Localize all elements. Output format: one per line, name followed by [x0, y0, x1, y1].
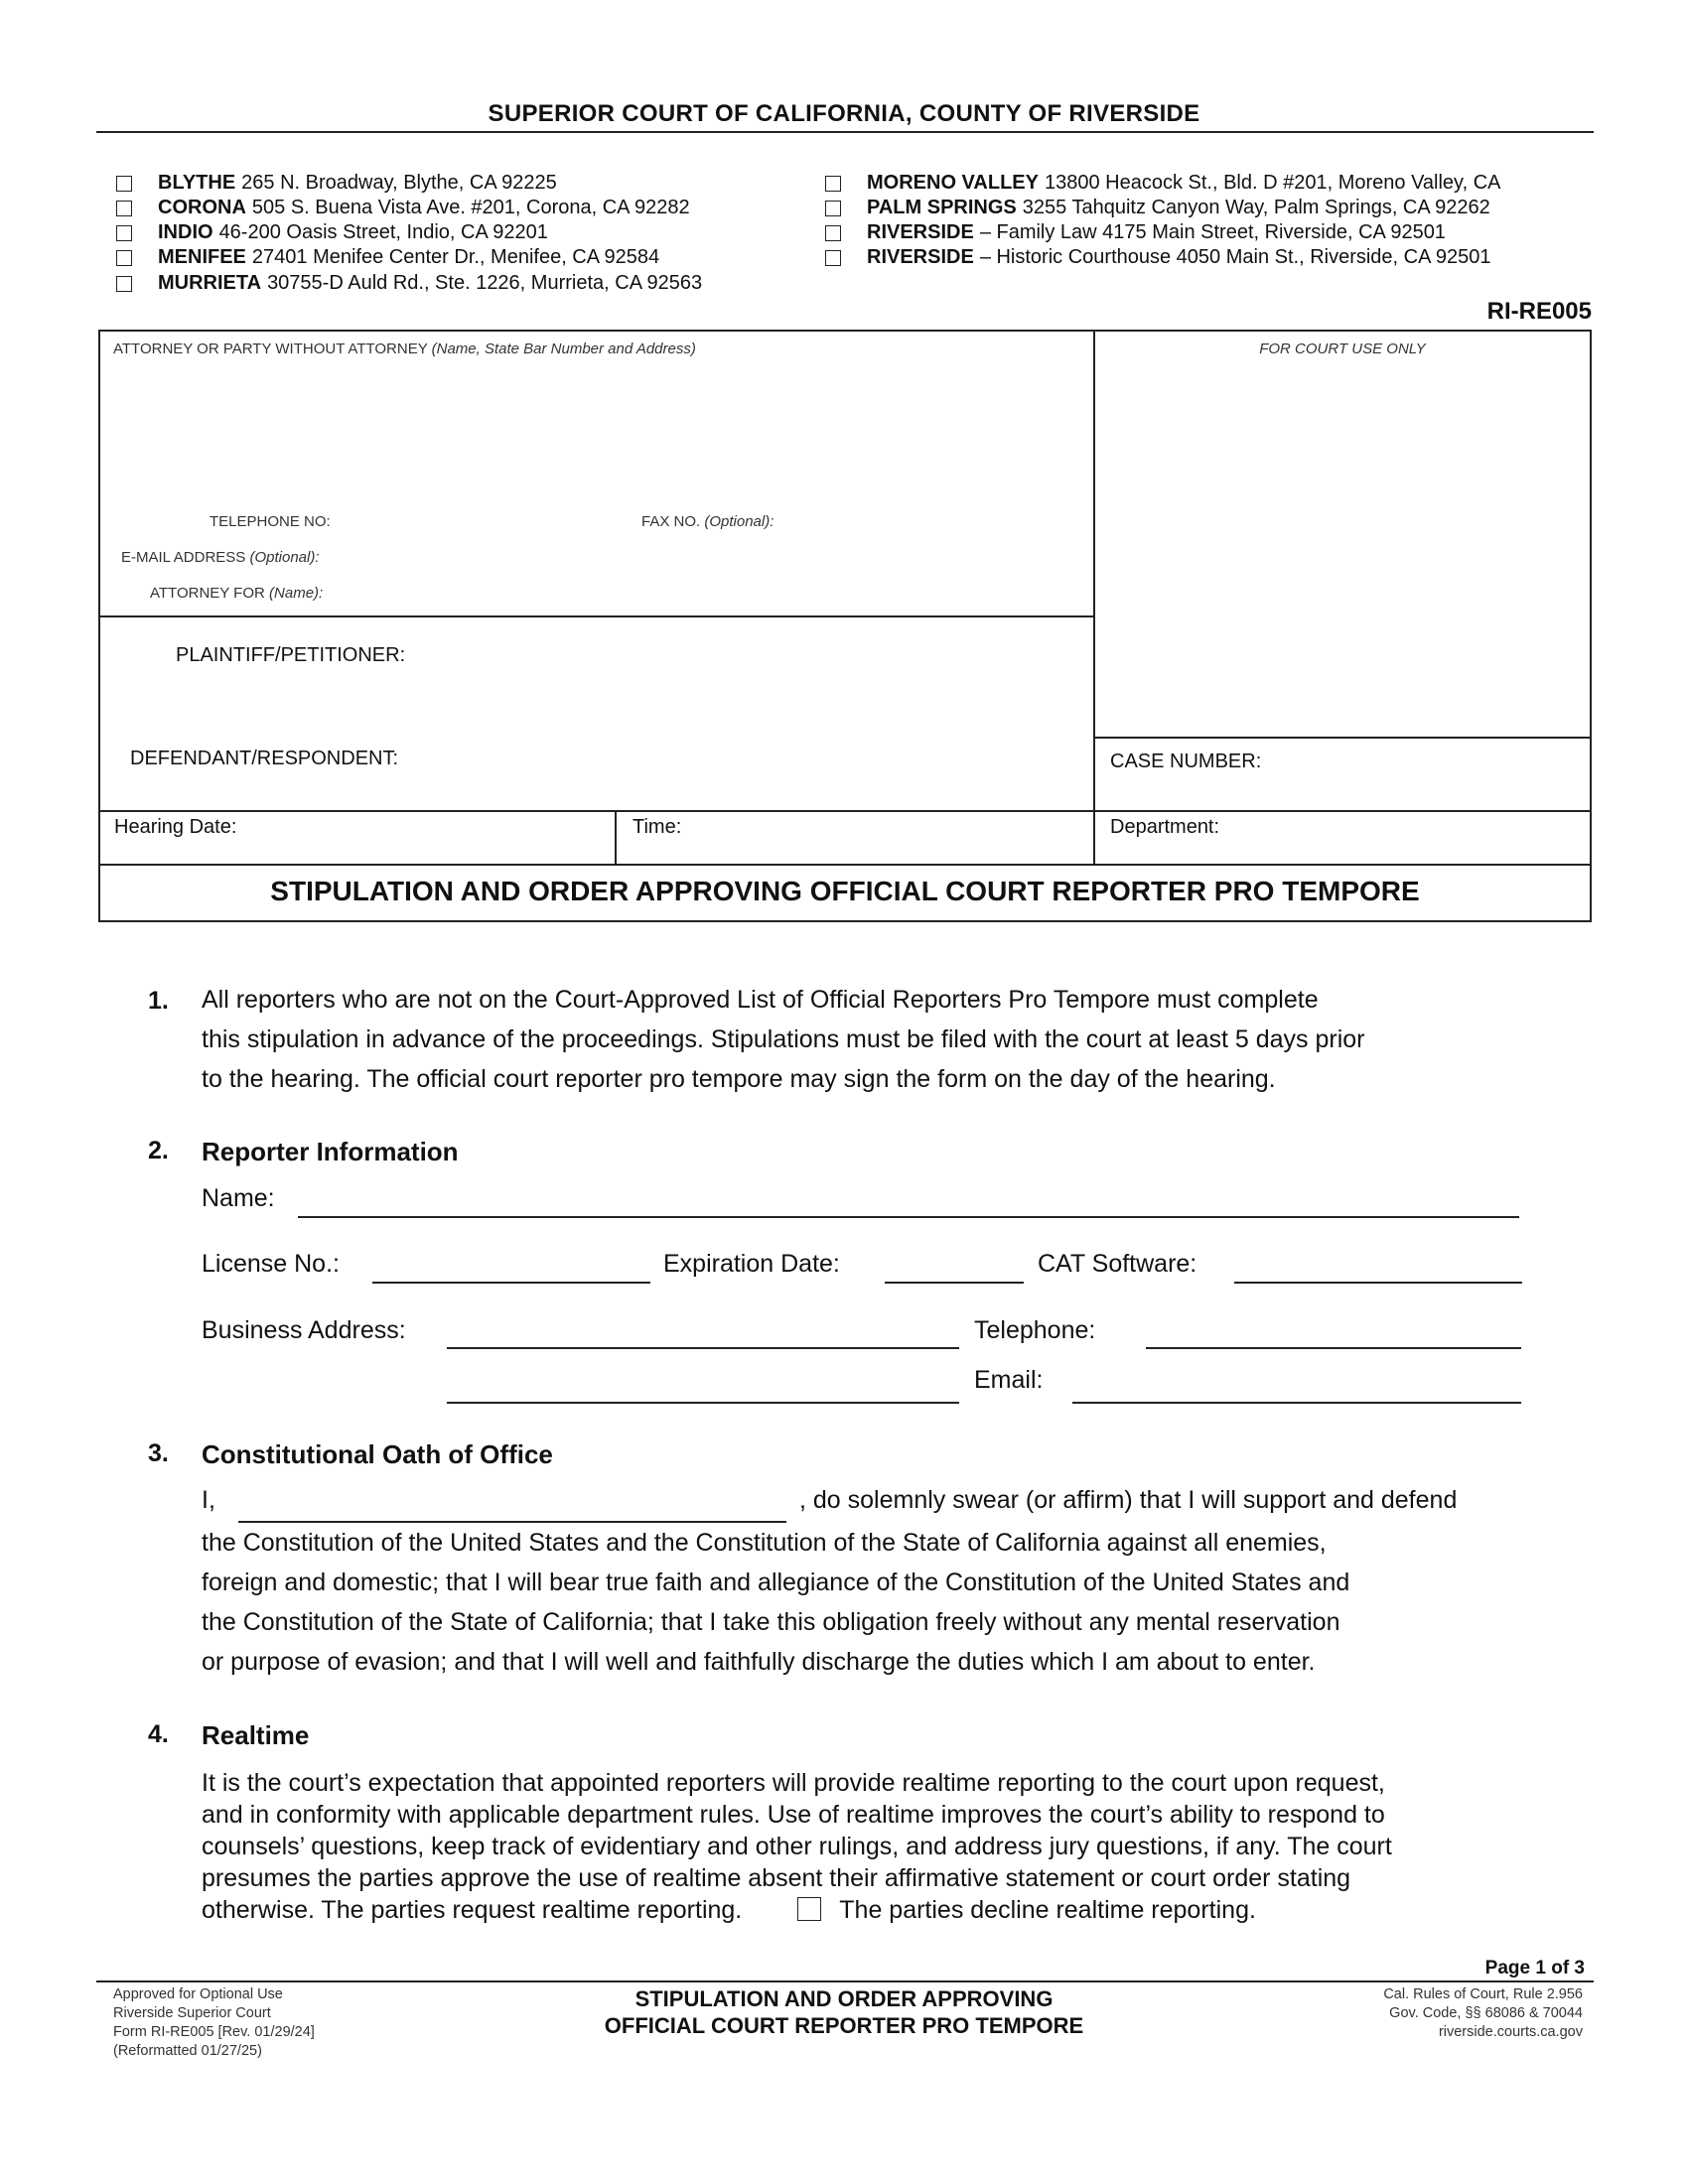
email-label[interactable]: E-MAIL ADDRESS (Optional):: [121, 549, 320, 566]
decline-realtime-label: The parties decline realtime reporting.: [839, 1896, 1256, 1924]
email-field[interactable]: [1072, 1402, 1521, 1404]
location-option[interactable]: [825, 172, 1500, 195]
location-address: 27401 Menifee Center Dr., Menifee, CA 92584: [251, 246, 660, 268]
location-checkbox[interactable]: [825, 225, 841, 241]
footer-left: Approved for Optional Use Riverside Superior Court Form RI-RE005 [Rev. 01/29/24] (Reformatted 01/27/25): [113, 1986, 315, 2059]
telephone-field[interactable]: [1146, 1347, 1521, 1349]
location-address: 3255 Tahquitz Canyon Way, Palm Springs, CA 92262: [1022, 197, 1490, 218]
caption-box: [98, 330, 1592, 922]
caption-divider: [98, 810, 1592, 812]
footer-rule: [96, 1980, 1594, 1982]
name-label: Name:: [202, 1184, 275, 1212]
form-id: RI-RE005: [1486, 298, 1592, 325]
realtime-request-text: otherwise. The parties request realtime reporting.: [202, 1896, 743, 1924]
location-name: MURRIETA: [158, 272, 262, 294]
court-title: SUPERIOR COURT OF CALIFORNIA, COUNTY OF RIVERSIDE: [488, 100, 1200, 127]
location-option[interactable]: [825, 246, 1491, 269]
location-address: – Historic Courthouse 4050 Main St., Riverside, CA 92501: [979, 246, 1491, 268]
location-option[interactable]: [116, 272, 702, 295]
cat-software-label: CAT Software:: [1038, 1250, 1197, 1278]
location-name: RIVERSIDE: [867, 246, 974, 268]
business-address-field[interactable]: [447, 1347, 959, 1349]
location-option[interactable]: [825, 197, 1490, 219]
oath-first-line: , do solemnly swear (or affirm) that I will support and defend: [799, 1486, 1458, 1514]
location-checkbox[interactable]: [116, 176, 132, 192]
location-checkbox[interactable]: [116, 225, 132, 241]
location-name: CORONA: [158, 197, 246, 218]
location-name: PALM SPRINGS: [867, 197, 1017, 218]
reporter-info-heading: Reporter Information: [202, 1137, 459, 1166]
fax-label[interactable]: FAX NO. (Optional):: [641, 513, 774, 530]
location-name: INDIO: [158, 221, 213, 243]
header-rule: [96, 131, 1594, 133]
telephone-label: Telephone:: [974, 1316, 1096, 1344]
time-label[interactable]: Time:: [633, 816, 682, 838]
decline-realtime-checkbox[interactable]: [797, 1897, 821, 1921]
section-1-text: All reporters who are not on the Court-Approved List of Official Reporters Pro Tempore must complete this stipulation in advance of the proceedings. Stipulations must be filed with the court at least 5 days prior to the hearing. The official court reporter pro tempore may sign the form on the day of the hearing.: [202, 986, 1365, 1093]
cat-software-field[interactable]: [1234, 1282, 1522, 1284]
oath-text: the Constitution of the United States and the Constitution of the State of California against all enemies, foreign and domestic; that I will bear true faith and allegiance of the Constitution of the United States and the Constitution of the State of California; that I take this obligation freely without any mental reservation or purpose of evasion; and that I will well and faithfully discharge the duties which I am about to enter.: [202, 1529, 1350, 1676]
location-name: BLYTHE: [158, 172, 236, 194]
department-label[interactable]: Department:: [1110, 816, 1220, 838]
location-address: – Family Law 4175 Main Street, Riverside, CA 92501: [979, 221, 1446, 243]
section-number: 3.: [148, 1439, 169, 1467]
document-title: STIPULATION AND ORDER APPROVING OFFICIAL COURT REPORTER PRO TEMPORE: [270, 876, 1420, 906]
attorney-for-label[interactable]: ATTORNEY FOR (Name):: [150, 585, 324, 602]
location-checkbox[interactable]: [116, 250, 132, 266]
license-label: License No.:: [202, 1250, 340, 1278]
location-name: RIVERSIDE: [867, 221, 974, 243]
caption-divider: [98, 615, 1095, 617]
location-checkbox[interactable]: [116, 201, 132, 216]
location-address: 265 N. Broadway, Blythe, CA 92225: [241, 172, 557, 194]
case-number-label[interactable]: CASE NUMBER:: [1110, 751, 1262, 772]
location-address: 13800 Heacock St., Bld. D #201, Moreno Valley, CA: [1044, 172, 1501, 194]
business-address-label: Business Address:: [202, 1316, 406, 1344]
court-use-label: FOR COURT USE ONLY: [1259, 341, 1426, 357]
location-option[interactable]: [116, 172, 557, 195]
location-checkbox[interactable]: [116, 276, 132, 292]
location-address: 505 S. Buena Vista Ave. #201, Corona, CA 92282: [251, 197, 690, 218]
section-number: 4.: [148, 1720, 169, 1748]
location-name: MORENO VALLEY: [867, 172, 1039, 194]
caption-divider: [1093, 330, 1095, 866]
footer-title: STIPULATION AND ORDER APPROVING OFFICIAL COURT REPORTER PRO TEMPORE: [604, 1986, 1084, 2038]
location-option[interactable]: [825, 221, 1446, 244]
location-checkbox[interactable]: [825, 201, 841, 216]
license-field[interactable]: [372, 1282, 650, 1284]
caption-divider: [1093, 737, 1592, 739]
expiration-field[interactable]: [885, 1282, 1024, 1284]
location-address: 30755-D Auld Rd., Ste. 1226, Murrieta, CA 92563: [267, 272, 703, 294]
location-option[interactable]: [116, 246, 659, 269]
location-name: MENIFEE: [158, 246, 246, 268]
caption-divider: [615, 810, 617, 866]
business-address-field-2[interactable]: [447, 1402, 959, 1404]
caption-divider: [98, 864, 1592, 866]
defendant-label[interactable]: DEFENDANT/RESPONDENT:: [130, 748, 399, 769]
attorney-label: ATTORNEY OR PARTY WITHOUT ATTORNEY (Name, State Bar Number and Address): [113, 341, 696, 357]
telephone-label[interactable]: TELEPHONE NO:: [210, 513, 331, 530]
location-option[interactable]: [116, 221, 548, 244]
email-label: Email:: [974, 1366, 1044, 1394]
location-address: 46-200 Oasis Street, Indio, CA 92201: [218, 221, 548, 243]
expiration-label: Expiration Date:: [663, 1250, 840, 1278]
location-checkbox[interactable]: [825, 250, 841, 266]
plaintiff-label[interactable]: PLAINTIFF/PETITIONER:: [176, 644, 406, 666]
oath-heading: Constitutional Oath of Office: [202, 1439, 553, 1469]
oath-i-label: I,: [202, 1486, 215, 1514]
section-number: 1.: [148, 987, 169, 1015]
location-checkbox[interactable]: [825, 176, 841, 192]
page-number: Page 1 of 3: [1484, 1958, 1585, 1979]
realtime-heading: Realtime: [202, 1720, 310, 1750]
name-field[interactable]: [298, 1216, 1519, 1218]
section-number: 2.: [148, 1137, 169, 1164]
footer-right: Cal. Rules of Court, Rule 2.956 Gov. Code, §§ 68086 & 70044 riverside.courts.ca.gov: [1383, 1986, 1583, 2040]
location-option[interactable]: [116, 197, 690, 219]
realtime-text: It is the court’s expectation that appointed reporters will provide realtime reporting to the court upon request, and in conformity with applicable department rules. Use of realtime improves the court’s ability to respond to counsels’ questions, keep track of evidentiary and other rulings, and address jury questions, if any. The court presumes the parties approve the use of realtime absent their affirmative statement or court order stating otherwise. The parties request realtime reporting. The parties decline realtime reporting.: [202, 1769, 1392, 1924]
hearing-date-label[interactable]: Hearing Date:: [114, 816, 237, 838]
